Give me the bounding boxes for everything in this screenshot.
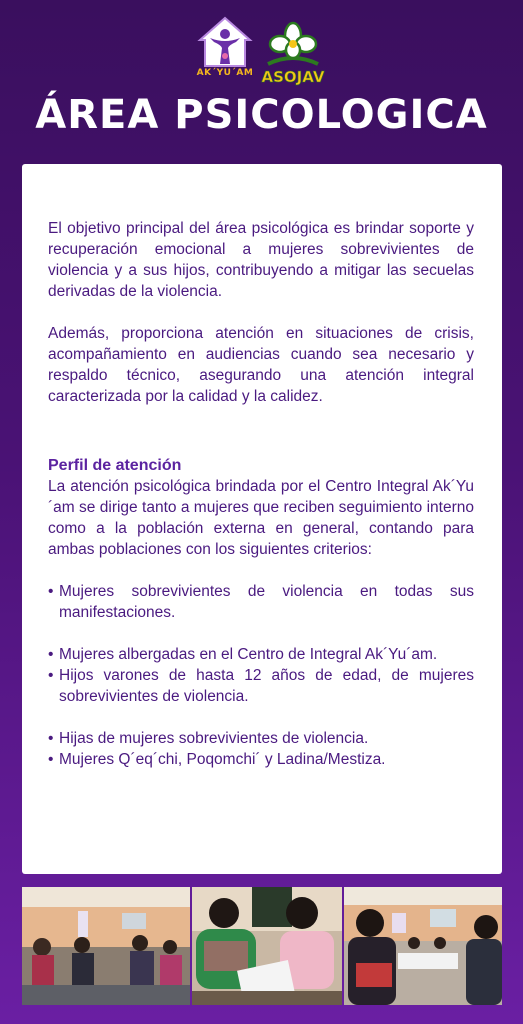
photo-group-session: [22, 887, 190, 1005]
profile-heading: Perfil de atención: [48, 457, 182, 474]
intro-paragraph-2: Además, proporciona atención en situaciones de crisis, acompañamiento en audiencias cuando sea necesario y respaldo técnico, asegurando una atención integral caracterizada por la calidad y la calidez.: [48, 325, 474, 405]
intro-paragraph-1: El objetivo principal del área psicológica es brindar soporte y recuperación emocional a mujeres sobrevivientes de violencia y a sus hijos, contribuyendo a mitigar las secuelas derivadas de la violencia.: [48, 220, 474, 300]
criteria-text: Hijos varones de hasta 12 años de edad, de mujeres sobrevivientes de violencia.: [59, 667, 474, 705]
asojav-logo-text: ASOJAV: [261, 68, 325, 86]
criteria-text: Mujeres albergadas en el Centro de Integral Ak´Yu´am.: [59, 646, 438, 663]
bullet-icon: •: [48, 730, 54, 747]
criteria-item: [48, 749, 474, 770]
criteria-item: [48, 581, 474, 623]
akyuam-logo-text: AK´YU´AM: [196, 68, 254, 78]
criteria-text: Mujeres sobrevivientes de violencia en todas sus manifestaciones.: [59, 583, 474, 621]
criteria-text: Hijas de mujeres sobrevivientes de violencia.: [59, 730, 369, 747]
bullet-icon: •: [48, 667, 54, 684]
card-content: [48, 218, 474, 770]
criteria-item: [48, 665, 474, 707]
akyuam-logo: [196, 14, 254, 86]
photo-strip: [22, 887, 502, 1005]
house-woman-icon: [196, 14, 254, 70]
header-logos: [0, 14, 523, 86]
bullet-icon: •: [48, 751, 54, 768]
criteria-item: [48, 728, 474, 749]
photo-counseling: [192, 887, 342, 1005]
bullet-icon: •: [48, 583, 54, 600]
photo-workshop: [344, 887, 502, 1005]
criteria-item: [48, 644, 474, 665]
page-title: ÁREA PSICOLOGICA: [35, 92, 488, 138]
asojav-logo: [258, 18, 328, 86]
profile-paragraph: La atención psicológica brindada por el Centro Integral Ak´Yu´am se dirige tanto a mujeres que reciben seguimiento interno como a la población externa en general, contando para ambas poblaciones con los siguientes criterios:: [48, 478, 474, 558]
criteria-text: Mujeres Q´eq´chi, Poqomchi´ y Ladina/Mestiza.: [59, 751, 386, 768]
content-card: [22, 164, 502, 874]
bullet-icon: •: [48, 646, 54, 663]
flower-icon: [258, 18, 328, 70]
